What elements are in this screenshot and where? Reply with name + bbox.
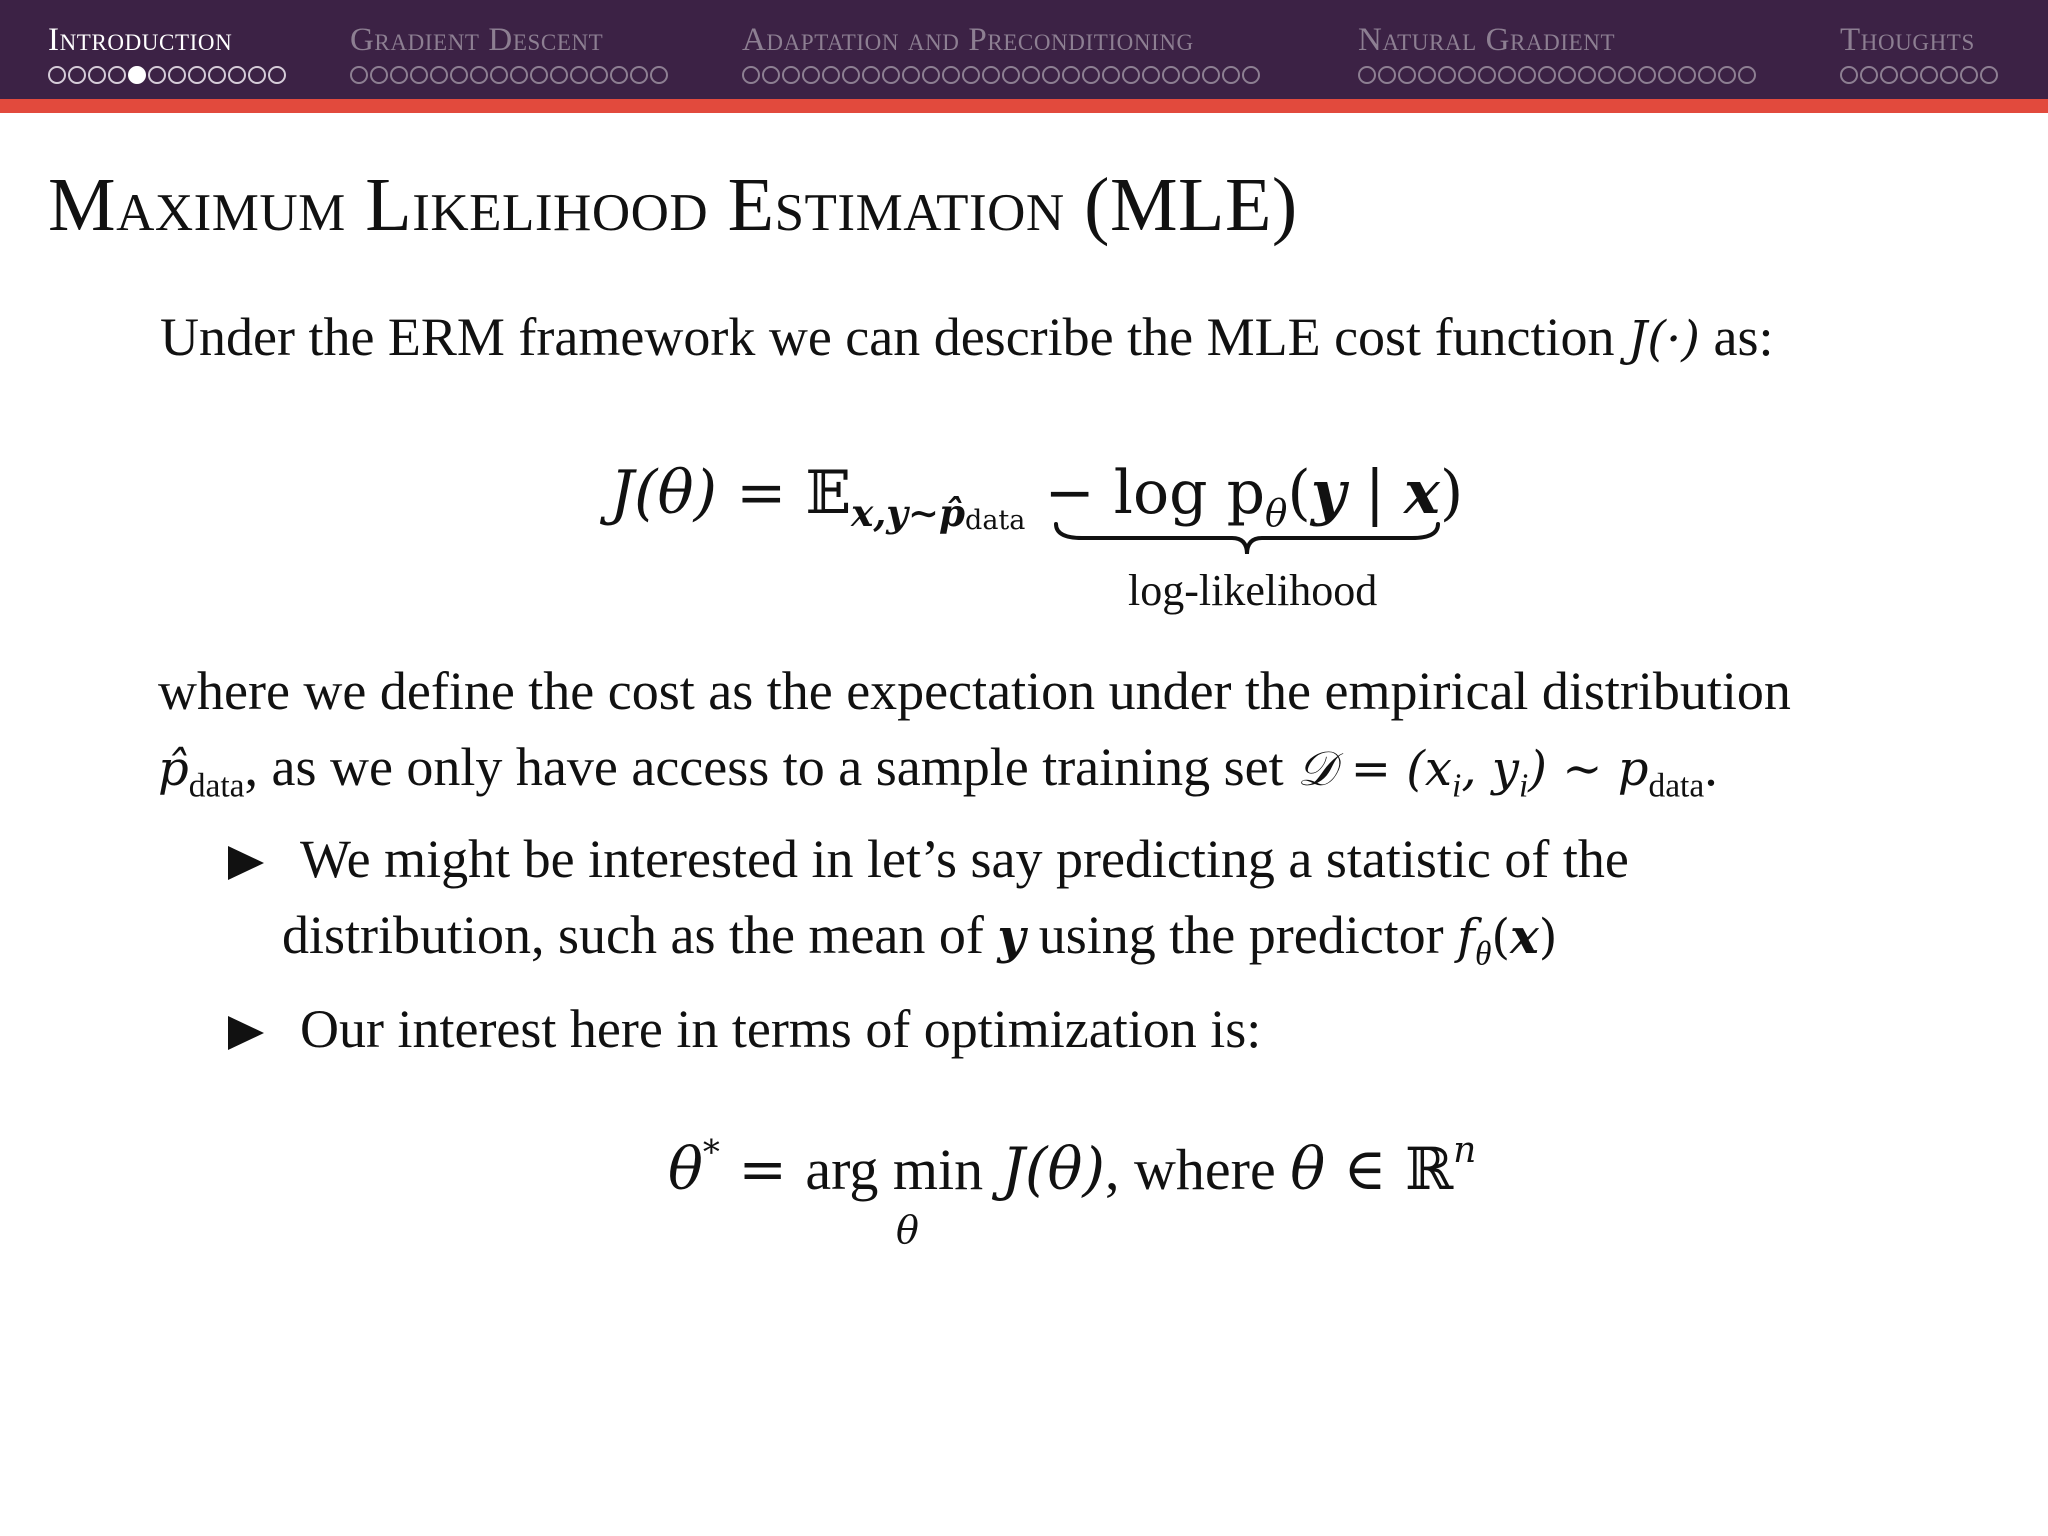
theta-symbol: θ [1290, 1135, 1326, 1203]
intro-text: Under the ERM framework we can describe the MLE cost function [160, 307, 1615, 367]
progress-dot[interactable] [1022, 66, 1040, 84]
progress-dot[interactable] [1142, 66, 1160, 84]
progress-dot[interactable] [610, 66, 628, 84]
given-bar: | [1345, 458, 1405, 528]
progress-dot[interactable] [1082, 66, 1100, 84]
progress-dot[interactable] [1102, 66, 1120, 84]
progress-dot[interactable] [268, 66, 286, 84]
nav-section-title: Natural Gradient [1358, 22, 1616, 58]
progress-dot[interactable] [1478, 66, 1496, 84]
progress-dot[interactable] [742, 66, 760, 84]
progress-dot[interactable] [962, 66, 980, 84]
progress-dot[interactable] [1578, 66, 1596, 84]
progress-dot[interactable] [48, 66, 66, 84]
progress-dot[interactable] [1940, 66, 1958, 84]
bullet-triangle-icon [228, 1016, 264, 1050]
y-vector: y [1310, 458, 1346, 528]
intro-paragraph [160, 306, 1773, 368]
progress-dot[interactable] [1358, 66, 1376, 84]
progress-dot[interactable] [842, 66, 860, 84]
nav-section-title: Adaptation and Preconditioning [742, 22, 1194, 58]
p-data-subscript: data [1648, 767, 1705, 805]
progress-dot[interactable] [1718, 66, 1736, 84]
progress-dot[interactable] [1738, 66, 1756, 84]
nav-section-title: Thoughts [1840, 22, 1975, 58]
progress-dot[interactable] [570, 66, 588, 84]
progress-dot[interactable] [1002, 66, 1020, 84]
where-word: where [1119, 1137, 1291, 1202]
progress-dot[interactable] [108, 66, 126, 84]
progress-dot[interactable] [1418, 66, 1436, 84]
progress-dot[interactable] [1182, 66, 1200, 84]
nav-section-title: Gradient Descent [350, 22, 604, 58]
progress-dot[interactable] [650, 66, 668, 84]
y-vector: y [997, 909, 1026, 965]
progress-dot[interactable] [1518, 66, 1536, 84]
p-hat-subscript: data [188, 767, 245, 805]
underbrace-icon [1052, 520, 1442, 560]
nav-progress-dots [742, 66, 1260, 84]
progress-dot[interactable] [630, 66, 648, 84]
bullet-1-text-b: using the predictor [1038, 905, 1444, 965]
progress-dot[interactable] [228, 66, 246, 84]
progress-dot[interactable] [1658, 66, 1676, 84]
progress-dot[interactable] [1378, 66, 1396, 84]
predictor-f: f [1457, 909, 1475, 965]
progress-dot[interactable] [68, 66, 86, 84]
progress-dot[interactable] [390, 66, 408, 84]
nav-section-title: Introduction [48, 22, 233, 58]
progress-dot[interactable] [1840, 66, 1858, 84]
progress-dot[interactable] [1960, 66, 1978, 84]
progress-dot[interactable] [208, 66, 226, 84]
section-navigation-bar [0, 0, 2048, 99]
progress-dot[interactable] [370, 66, 388, 84]
progress-dot[interactable] [1920, 66, 1938, 84]
nav-progress-dots [1358, 66, 1756, 84]
y-index: i [1518, 767, 1529, 805]
nav-progress-dots [1840, 66, 1998, 84]
intro-end: as: [1713, 307, 1774, 367]
nav-progress-dots [48, 66, 286, 84]
progress-dot[interactable] [1880, 66, 1898, 84]
progress-dot[interactable] [590, 66, 608, 84]
progress-dot[interactable] [1538, 66, 1556, 84]
period: . [1704, 737, 1718, 797]
progress-dot[interactable] [1398, 66, 1416, 84]
comma: , [1105, 1137, 1120, 1202]
progress-dot[interactable] [1202, 66, 1220, 84]
slide-title: Maximum Likelihood Estimation (MLE) [48, 163, 1298, 247]
dataset-dist: ) ∼ p [1528, 741, 1649, 797]
progress-dot[interactable] [1618, 66, 1636, 84]
progress-dot[interactable] [982, 66, 1000, 84]
progress-dot[interactable] [410, 66, 428, 84]
progress-dot[interactable] [1122, 66, 1140, 84]
progress-dot[interactable] [1638, 66, 1656, 84]
bullet-1-line-1: We might be interested in let’s say predicting a statistic of the [300, 829, 1629, 889]
progress-dot[interactable] [922, 66, 940, 84]
progress-dot[interactable] [1458, 66, 1476, 84]
theta-star: θ [668, 1135, 703, 1203]
paren-open: ( [1491, 909, 1511, 965]
argmin-operator: arg min [805, 1137, 984, 1202]
nav-progress-dots [350, 66, 668, 84]
x-vector: x [1404, 458, 1440, 528]
progress-dot[interactable] [1242, 66, 1260, 84]
progress-dot[interactable] [470, 66, 488, 84]
progress-dot[interactable] [1598, 66, 1616, 84]
progress-dot[interactable] [148, 66, 166, 84]
n-superscript: n [1453, 1130, 1477, 1171]
x-index: i [1452, 767, 1462, 805]
paren-open: ( [1287, 458, 1311, 528]
progress-dot[interactable] [530, 66, 548, 84]
p-hat-symbol: p̂ [158, 741, 189, 797]
progress-dot[interactable] [802, 66, 820, 84]
progress-dot[interactable] [1062, 66, 1080, 84]
progress-dot[interactable] [248, 66, 266, 84]
progress-dot[interactable] [1558, 66, 1576, 84]
progress-dot[interactable] [902, 66, 920, 84]
cost-of-theta: J(θ) [983, 1135, 1106, 1203]
progress-dot[interactable] [1162, 66, 1180, 84]
log-likelihood-label: log-likelihood [1128, 566, 1378, 615]
dataset-symbol: 𝒟 = (x [1297, 741, 1452, 797]
paren-close: ) [1538, 909, 1558, 965]
progress-dot[interactable] [510, 66, 528, 84]
progress-dot[interactable] [1438, 66, 1456, 84]
cost-function-symbol: J(·) [1628, 311, 1700, 367]
progress-dot[interactable] [1498, 66, 1516, 84]
progress-dot[interactable] [1222, 66, 1240, 84]
bullet-2-text: Our interest here in terms of optimization is: [300, 999, 1262, 1059]
progress-dot[interactable] [430, 66, 448, 84]
star-superscript: * [702, 1132, 720, 1173]
progress-dot[interactable] [350, 66, 368, 84]
progress-dot[interactable] [1678, 66, 1696, 84]
progress-dot[interactable] [88, 66, 106, 84]
progress-dot[interactable] [862, 66, 880, 84]
expectation-symbol: 𝔼 [805, 458, 852, 528]
bullet-triangle-icon [228, 846, 264, 880]
progress-dot[interactable] [550, 66, 568, 84]
progress-dot[interactable] [782, 66, 800, 84]
progress-dot[interactable] [1042, 66, 1060, 84]
eq1-lhs: J(θ) = [610, 458, 806, 528]
paren-close: ) [1439, 458, 1464, 528]
progress-dot[interactable] [942, 66, 960, 84]
progress-dot[interactable] [762, 66, 780, 84]
progress-dot[interactable] [1900, 66, 1918, 84]
progress-dot[interactable] [882, 66, 900, 84]
progress-dot[interactable] [128, 66, 146, 84]
progress-dot[interactable] [822, 66, 840, 84]
progress-dot[interactable] [450, 66, 468, 84]
dataset-y: , y [1461, 741, 1519, 797]
optimization-equation [668, 1130, 1476, 1203]
progress-dot[interactable] [168, 66, 186, 84]
predictor-subscript: θ [1474, 935, 1492, 973]
p-theta-subscript: θ [1265, 491, 1288, 536]
bullet-1-text-a: distribution, such as the mean of [282, 905, 984, 965]
progress-dot[interactable] [1980, 66, 1998, 84]
equals: = [719, 1135, 806, 1203]
neg-log: − log p [1044, 458, 1265, 528]
bullet-1-line-2 [282, 904, 1557, 974]
definition-line-2 [158, 736, 1718, 806]
argmin-subscript: θ [896, 1208, 919, 1252]
in-reals: ∈ ℝ [1325, 1135, 1454, 1203]
definition-line-1: where we define the cost as the expectation under the empirical distribution [158, 661, 1791, 721]
definition-text: , as we only have access to a sample training set [244, 737, 1284, 797]
header-accent-stripe [0, 99, 2048, 113]
x-vector: x [1510, 909, 1539, 965]
progress-dot[interactable] [188, 66, 206, 84]
progress-dot[interactable] [490, 66, 508, 84]
expectation-subscript-data: data [965, 505, 1026, 537]
progress-dot[interactable] [1698, 66, 1716, 84]
progress-dot[interactable] [1860, 66, 1878, 84]
expectation-subscript: x,y∼p̂ [851, 491, 966, 536]
